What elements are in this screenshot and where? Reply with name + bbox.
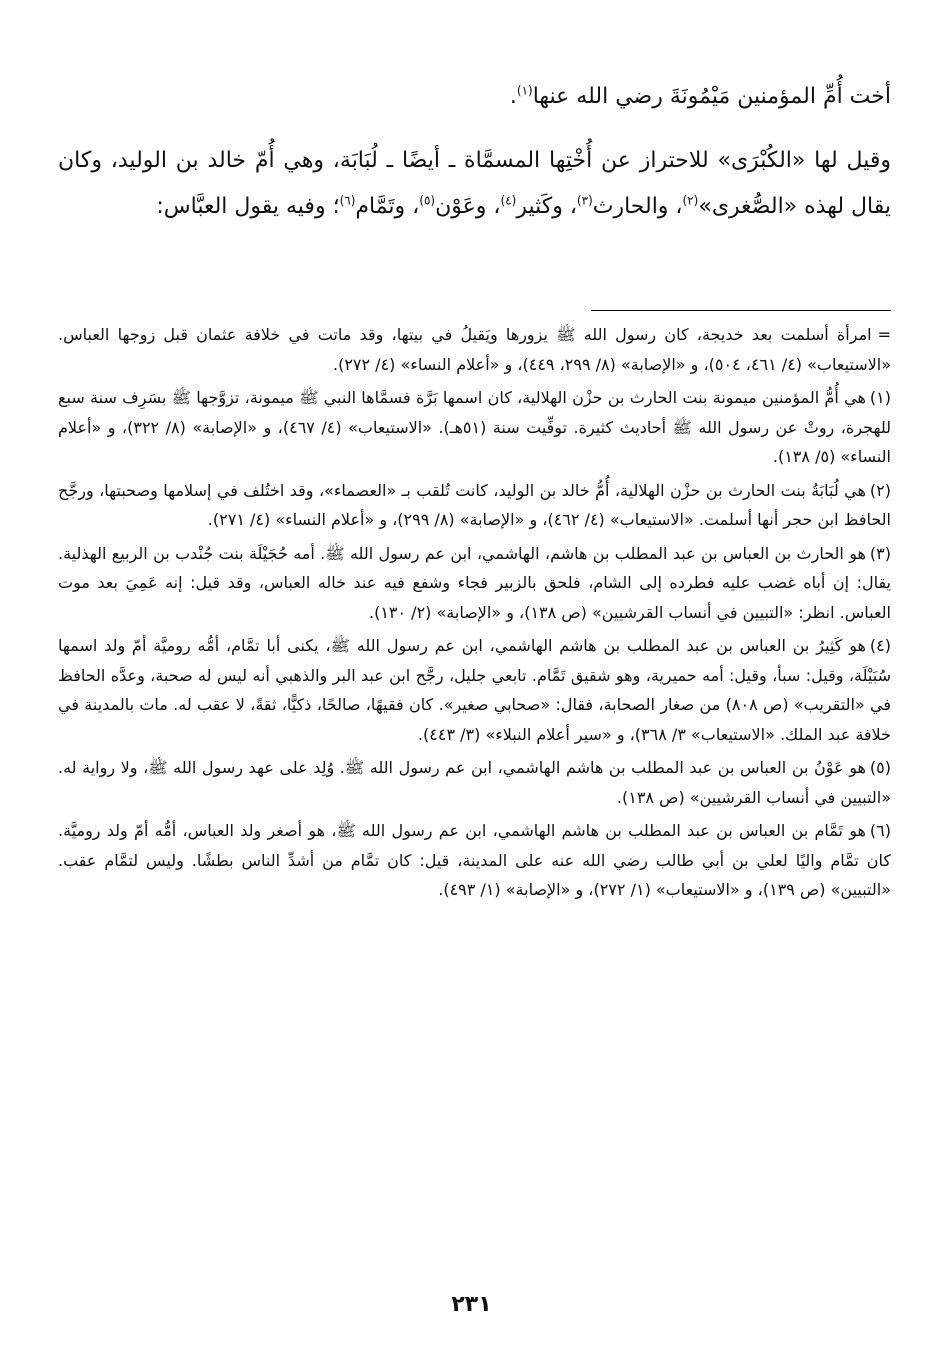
- continuation-mark: =: [877, 325, 891, 344]
- footnote-text: هي لُبَابَةُ بنت الحارث بن حزْن الهلالية، أُمُّ خالد بن الوليد، كانت تُلقب بـ «العصماء»، وقد اختُلف في إسلامها وصحبتها، ورجَّح الحافظ ابن حجر أنها أسلمت. «الاستيعاب» (٤/ ٤٦٢)، و «الإصابة» (٨/ ٢٩٩)، و «أعلام النساء» (٤/ ٢٧١).: [58, 480, 891, 529]
- footnote-number: (٥): [869, 758, 891, 777]
- footnote-ref-5: (٥): [419, 193, 436, 208]
- footnote-3: [58, 539, 891, 628]
- footnote-number: (٤): [869, 636, 891, 655]
- footnote-2: [58, 476, 891, 535]
- footnote-text: هو كَثِيرُ بن العباس بن عبد المطلب بن هاشم الهاشمي، ابن عم رسول الله ﷺ، يكنى أبا تمَّام، أمُّه روميَّة أمّ ولد اسمها سُبَيْلَة، وقيل: سبأ، وقيل: أمه حميرية، وهو شقيق تَمَّام. تابعي جليل، رجَّح ابن عبد البر والذهبي أنه ليس له صحبة، وعدَّه الحافظ في «التقريب» (ص ٨٠٨) من صغار الصحابة، فقال: «صحابي صغير». كان فقيهًا، صالحًا، ذكيًّا، ثقةً، لا عقب له. مات بالمدينة في خلافة عبد الملك. «الاستيعاب» ٣/ ٣٦٨)، و «سير أعلام النبلاء» (٣/ ٤٤٣).: [58, 636, 892, 744]
- main-paragraph-2: [58, 138, 891, 230]
- footnote-ref-2: (٢): [682, 193, 699, 208]
- footnote-6: [58, 816, 891, 905]
- footnote-number: (٦): [869, 821, 891, 840]
- footnote-ref-6: (٦): [339, 193, 356, 208]
- footnote-text: هو الحارث بن العباس بن عبد المطلب بن هاشم، الهاشمي، ابن عم رسول الله ﷺ. أمه حُجَيْلَة بنت جُنْدب بن الربيع الهذلية. يقال: إن أباه غضب عليه فطرده إلى الشام، فلحق بالزبير فجاء وشفع فيه عند خاله العباس، وقد قيل: إنه عَمِيَ بعد موت العباس. انظر: «التبيين في أنساب القرشيين» (ص ١٣٨)، و «الإصابة» (٢/ ١٣٠).: [58, 543, 891, 622]
- footnote-continuation: [58, 320, 891, 379]
- footnote-number: (٣): [869, 543, 891, 563]
- footnotes: [58, 320, 891, 909]
- main-text-segment: ؛ وفيه يقول العبَّاس:: [156, 194, 340, 219]
- main-text-segment: ، وتَمَّام: [355, 194, 420, 219]
- main-text-segment: وقيل لها «الكُبْرَى» للاحتراز عن أُخْتِها المسمَّاة ـ أيضًا ـ لُبَابَة، وهي أُمّ خالد بن الوليد، وكان يقال لهذه «الصُّغرى»: [58, 148, 891, 219]
- main-text-segment: ، وعَوْن: [435, 194, 501, 219]
- main-paragraph-1: [58, 74, 891, 120]
- page-number: ٢٣١: [451, 1292, 492, 1317]
- footnote-ref-3: (٣): [576, 193, 593, 208]
- footnote-text: هو عَوْنُ بن العباس بن عبد المطلب بن هاشم الهاشمي، ابن عم رسول الله ﷺ. وُلِد على عهد رسول الله ﷺ، ولا رواية له. «التبيين في أنساب القرشيين» (ص ١٣٨).: [58, 758, 891, 807]
- main-text-segment: ، وكَثير: [516, 194, 577, 219]
- main-text-segment: ، والحارث: [592, 194, 683, 219]
- footnote-text: امرأة أسلمت بعد خديجة، كان رسول الله ﷺ يزورها ويَقيلُ في بيتها، وقد ماتت في خلافة عثمان قبل زوجها العباس. «الاستيعاب» (٤/ ٤٦١، ٥٠٤)، و «الإصابة» (٨/ ٢٩٩، ٤٤٩)، و «أعلام النساء» (٤/ ٢٧٢).: [58, 325, 891, 374]
- footnote-number: (١): [869, 388, 891, 407]
- main-text-end: .: [509, 84, 517, 109]
- footnote-1: [58, 383, 891, 472]
- footnote-text: هي أُمُّ المؤمنين ميمونة بنت الحارث بن حزْن الهلالية، كان اسمها بَرَّة فسمَّاها النبي ﷺ ميمونة، تزوَّجها ﷺ بسَرِف سنة سبع للهجرة، روتْ عن رسول الله ﷺ أحاديث كثيرة. توفِّيت سنة (٥١هـ). «الاستيعاب» (٤/ ٤٦٧)، و «الإصابة» (٨/ ٣٢٢)، و «أعلام النساء» (٥/ ١٣٨).: [58, 388, 892, 466]
- footnote-5: [58, 753, 891, 812]
- footnote-number: (٢): [869, 480, 891, 500]
- main-text-line: أخت أُمِّ المؤمنين مَيْمُونَةَ رضي الله عنها: [532, 84, 891, 109]
- footnote-text: هو تَمَّام بن العباس بن عبد المطلب بن هاشم الهاشمي، ابن عم رسول الله ﷺ، هو أصغر ولد العباس، أمُّه أمّ ولد روميَّة. كان تمَّام واليًا لعلي بن أبي طالب رضي الله عنه على المدينة، قيل: كان تمَّام من أشدِّ الناس بطشًا. وليس لتمَّام عقب. «التبيين» (ص ١٣٩)، و «الاستيعاب» (١/ ٢٧٢)، و «الإصابة» (١/ ٤٩٣).: [58, 821, 891, 899]
- footnote-ref-1: (١): [516, 83, 533, 98]
- footnote-separator: [591, 310, 891, 311]
- main-text: [58, 74, 891, 230]
- footnote-ref-4: (٤): [500, 193, 517, 208]
- footnote-4: [58, 631, 891, 749]
